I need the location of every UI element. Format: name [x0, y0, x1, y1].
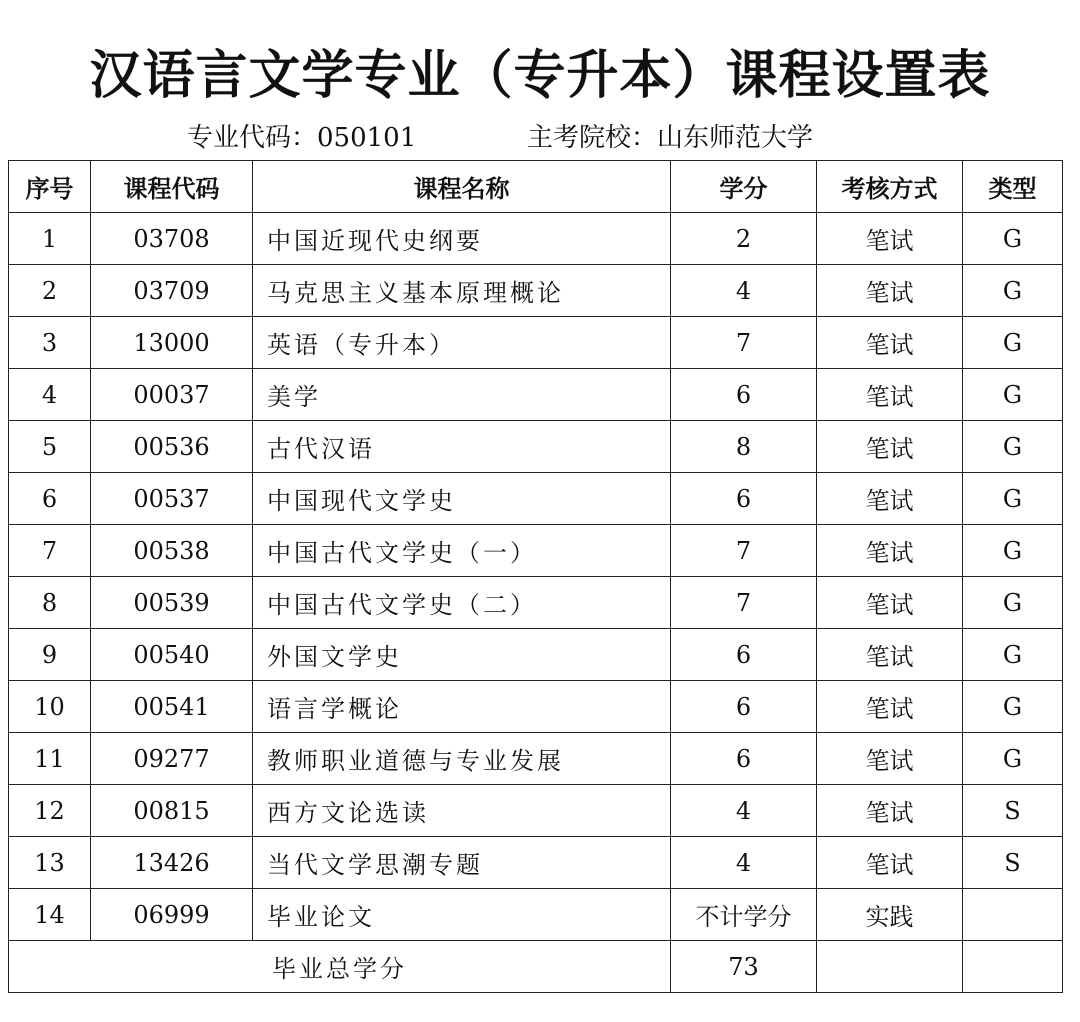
cell-no: 1 [9, 213, 91, 265]
cell-code: 03708 [91, 213, 253, 265]
cell-no: 3 [9, 317, 91, 369]
cell-code: 00815 [91, 785, 253, 837]
cell-credit: 4 [671, 785, 817, 837]
header-code: 课程代码 [91, 161, 253, 213]
cell-name: 古代汉语 [253, 421, 671, 473]
table-row [9, 525, 1063, 577]
cell-code: 00037 [91, 369, 253, 421]
header-credit: 学分 [671, 161, 817, 213]
cell-type: S [963, 837, 1063, 889]
cell-exam: 笔试 [817, 421, 963, 473]
major-code: 专业代码：050101 [187, 123, 417, 153]
cell-no: 10 [9, 681, 91, 733]
table-row [9, 837, 1063, 889]
cell-no: 6 [9, 473, 91, 525]
cell-no: 11 [9, 733, 91, 785]
cell-code: 00539 [91, 577, 253, 629]
cell-code: 03709 [91, 265, 253, 317]
cell-type: G [963, 265, 1063, 317]
cell-credit: 6 [671, 681, 817, 733]
cell-name: 教师职业道德与专业发展 [253, 733, 671, 785]
cell-type: G [963, 369, 1063, 421]
table-row [9, 785, 1063, 837]
cell-code: 13000 [91, 317, 253, 369]
cell-type: S [963, 785, 1063, 837]
cell-name: 毕业论文 [253, 889, 671, 941]
cell-exam: 笔试 [817, 837, 963, 889]
cell-credit: 4 [671, 837, 817, 889]
cell-exam: 笔试 [817, 473, 963, 525]
cell-no: 7 [9, 525, 91, 577]
cell-exam: 笔试 [817, 629, 963, 681]
cell-code: 06999 [91, 889, 253, 941]
cell-exam: 笔试 [817, 213, 963, 265]
cell-credit: 4 [671, 265, 817, 317]
table-row [9, 369, 1063, 421]
cell-code: 00538 [91, 525, 253, 577]
cell-credit: 7 [671, 577, 817, 629]
cell-name: 语言学概论 [253, 681, 671, 733]
cell-exam: 笔试 [817, 265, 963, 317]
cell-no: 8 [9, 577, 91, 629]
total-empty-exam [817, 941, 963, 993]
cell-exam: 笔试 [817, 577, 963, 629]
table-row [9, 889, 1063, 941]
table-row [9, 733, 1063, 785]
cell-name: 马克思主义基本原理概论 [253, 265, 671, 317]
cell-no: 5 [9, 421, 91, 473]
cell-name: 中国现代文学史 [253, 473, 671, 525]
total-empty-type [963, 941, 1063, 993]
cell-code: 00536 [91, 421, 253, 473]
cell-type: G [963, 213, 1063, 265]
cell-credit: 6 [671, 473, 817, 525]
table-row [9, 473, 1063, 525]
cell-no: 12 [9, 785, 91, 837]
table-row [9, 577, 1063, 629]
cell-exam: 实践 [817, 889, 963, 941]
cell-code: 09277 [91, 733, 253, 785]
cell-no: 14 [9, 889, 91, 941]
cell-type: G [963, 629, 1063, 681]
cell-name: 英语（专升本） [253, 317, 671, 369]
cell-type: G [963, 733, 1063, 785]
table-row [9, 317, 1063, 369]
cell-credit: 6 [671, 629, 817, 681]
table-row [9, 681, 1063, 733]
header-name: 课程名称 [253, 161, 671, 213]
cell-no: 4 [9, 369, 91, 421]
exam-school: 主考院校：山东师范大学 [527, 123, 814, 153]
cell-code: 00540 [91, 629, 253, 681]
cell-credit: 7 [671, 525, 817, 577]
cell-name: 当代文学思潮专题 [253, 837, 671, 889]
header-no: 序号 [9, 161, 91, 213]
cell-code: 00541 [91, 681, 253, 733]
cell-type [963, 889, 1063, 941]
table-row [9, 213, 1063, 265]
course-table [8, 160, 1063, 993]
cell-type: G [963, 317, 1063, 369]
cell-exam: 笔试 [817, 369, 963, 421]
cell-exam: 笔试 [817, 733, 963, 785]
cell-name: 中国近现代史纲要 [253, 213, 671, 265]
cell-credit: 8 [671, 421, 817, 473]
table-row [9, 265, 1063, 317]
cell-code: 00537 [91, 473, 253, 525]
cell-credit: 6 [671, 369, 817, 421]
cell-credit: 6 [671, 733, 817, 785]
cell-credit: 7 [671, 317, 817, 369]
table-row [9, 629, 1063, 681]
total-row [9, 941, 1063, 993]
cell-name: 美学 [253, 369, 671, 421]
table-body [9, 213, 1063, 941]
cell-type: G [963, 473, 1063, 525]
cell-credit: 不计学分 [671, 889, 817, 941]
cell-exam: 笔试 [817, 525, 963, 577]
cell-type: G [963, 577, 1063, 629]
cell-name: 中国古代文学史（一） [253, 525, 671, 577]
cell-name: 西方文论选读 [253, 785, 671, 837]
cell-type: G [963, 421, 1063, 473]
total-label: 毕业总学分 [9, 941, 671, 993]
cell-type: G [963, 525, 1063, 577]
cell-name: 中国古代文学史（二） [253, 577, 671, 629]
subtitle [0, 118, 1080, 158]
cell-credit: 2 [671, 213, 817, 265]
table-header-row [9, 161, 1063, 213]
cell-code: 13426 [91, 837, 253, 889]
cell-name: 外国文学史 [253, 629, 671, 681]
cell-type: G [963, 681, 1063, 733]
cell-exam: 笔试 [817, 317, 963, 369]
header-exam: 考核方式 [817, 161, 963, 213]
header-type: 类型 [963, 161, 1063, 213]
page-title: 汉语言文学专业（专升本）课程设置表 [89, 46, 991, 106]
cell-no: 9 [9, 629, 91, 681]
cell-no: 13 [9, 837, 91, 889]
total-credit: 73 [671, 941, 817, 993]
cell-exam: 笔试 [817, 785, 963, 837]
table-row [9, 421, 1063, 473]
cell-no: 2 [9, 265, 91, 317]
cell-exam: 笔试 [817, 681, 963, 733]
